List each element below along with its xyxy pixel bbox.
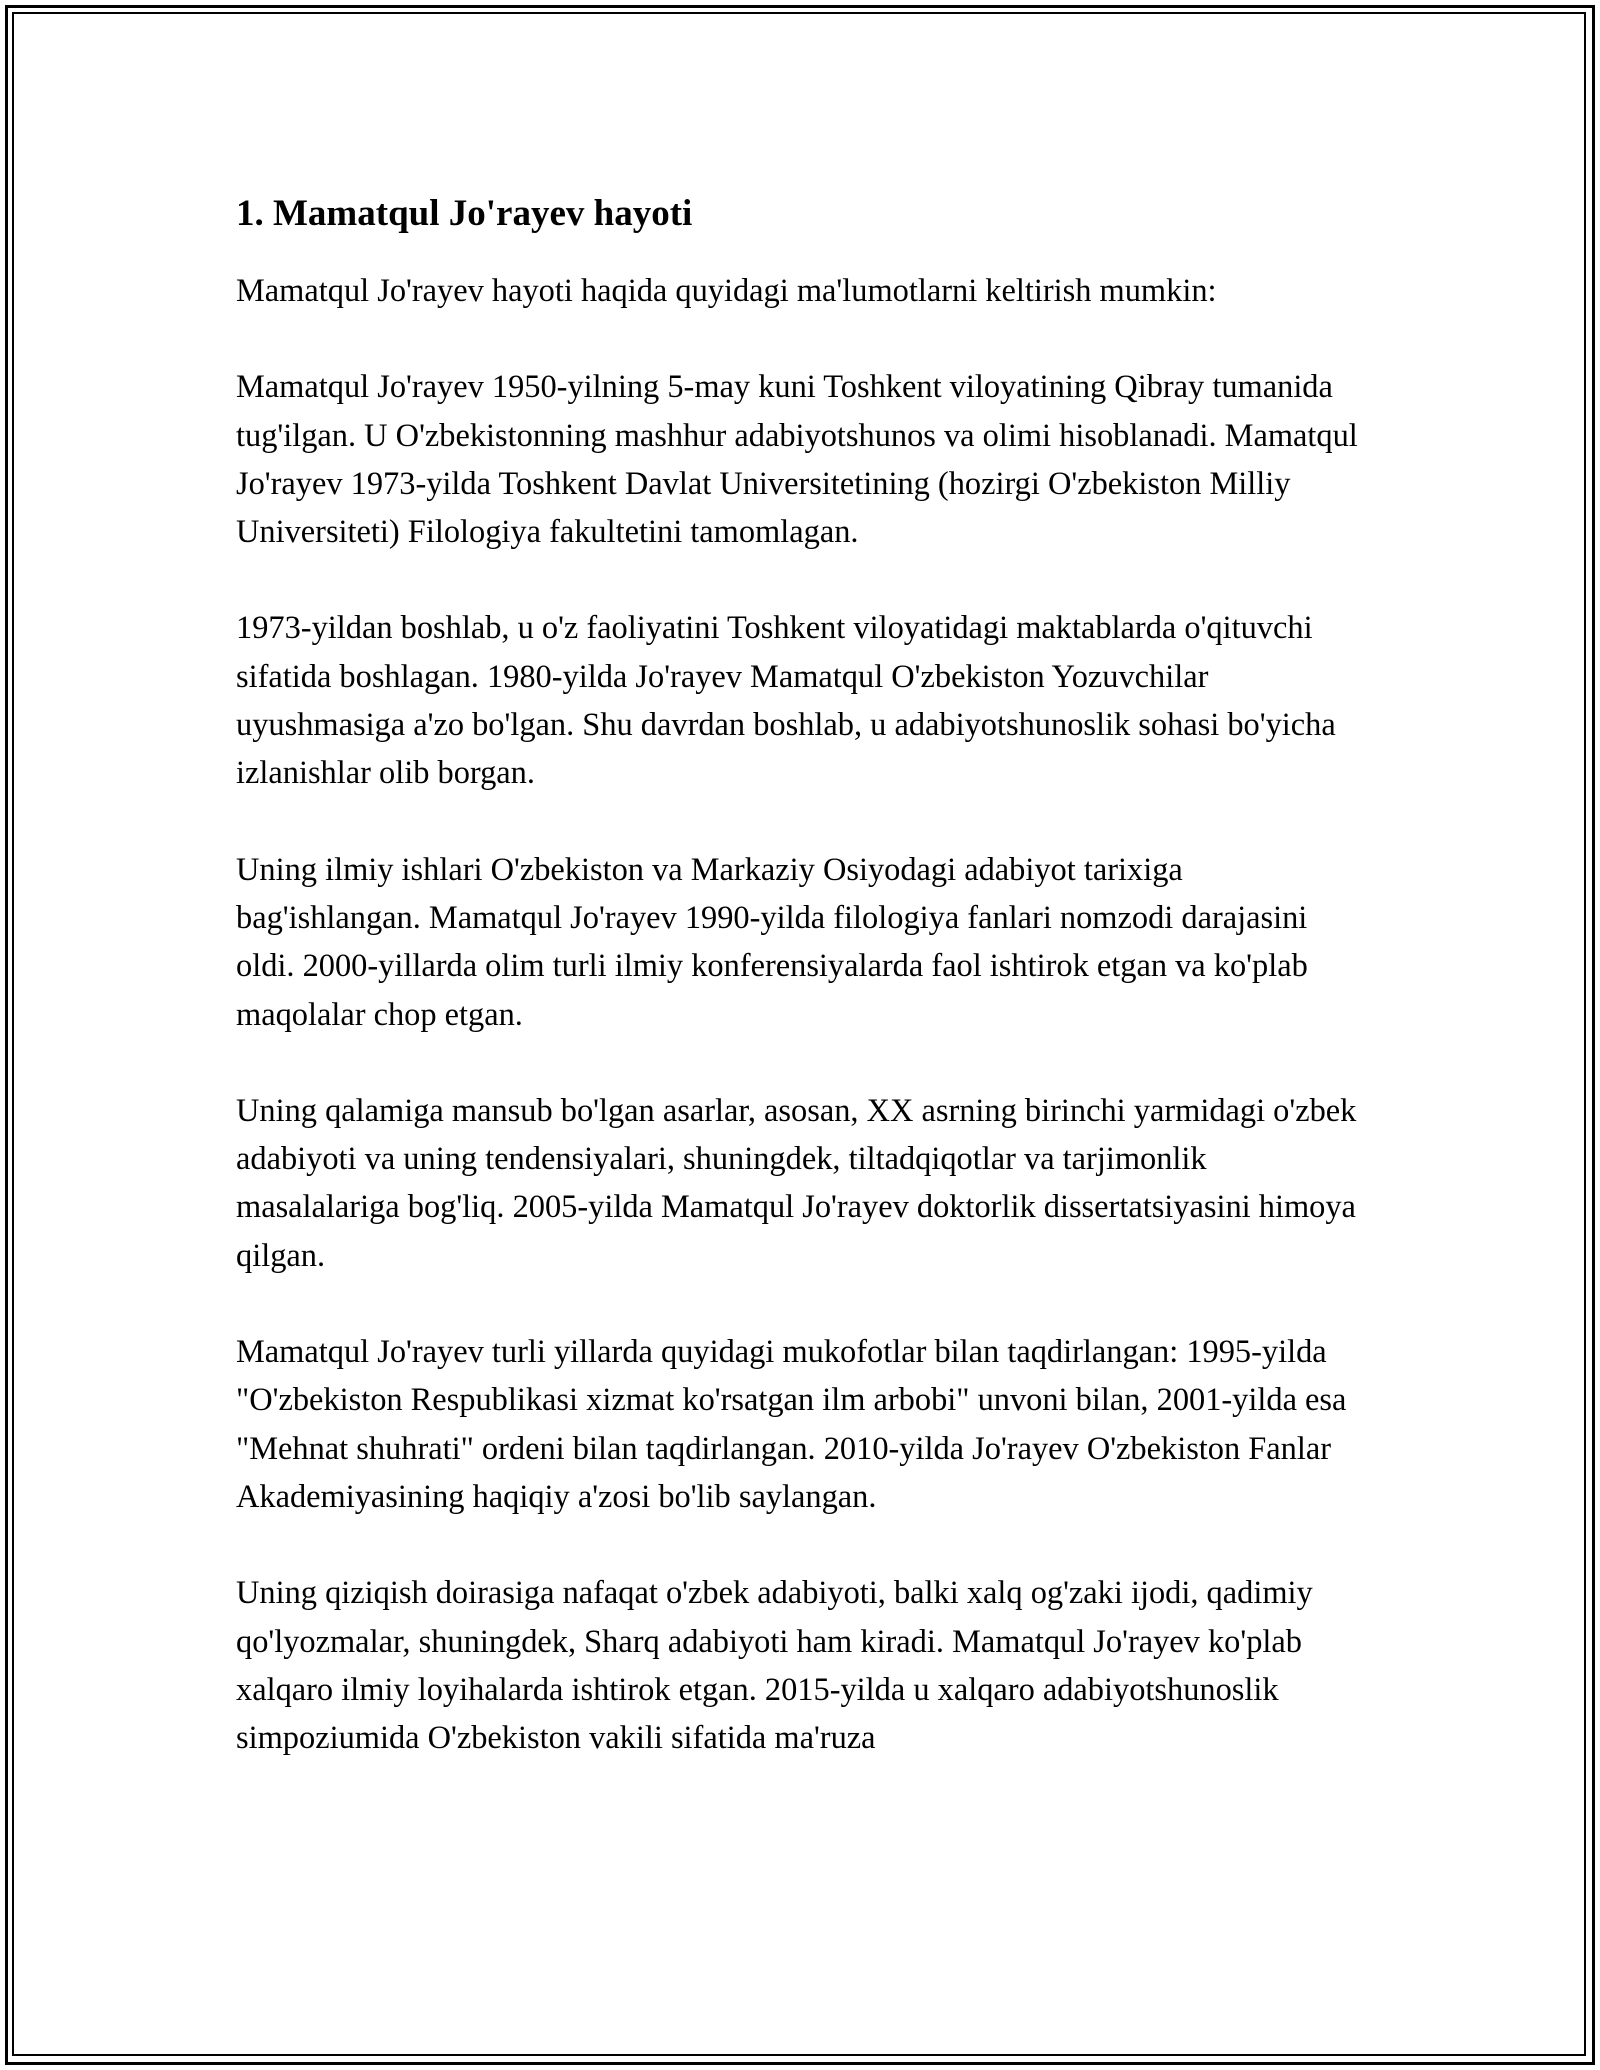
document-body: [236, 184, 1360, 1810]
paragraph-intro: Mamatqul Jo'rayev hayoti haqida quyidagi ma'lumotlarni keltirish mumkin:: [236, 273, 1217, 309]
paragraph-career-start: 1973-yildan boshlab, u o'z faoliyatini Toshkent viloyatidagi maktablarda o'qituvchi sifatida boshlagan. 1980-yilda Jo'rayev Mamatqul O'zbekiston Yozuvchilar uyushmasiga a'zo bo'lgan. Shu davrdan boshlab, u adabiyotshunoslik sohasi bo'yicha izlanishlar olib borgan.: [236, 610, 1336, 792]
paragraph-awards: Mamatqul Jo'rayev turli yillarda quyidagi mukofotlar bilan taqdirlangan: 1995-yilda "O'zbekiston Respublikasi xizmat ko'rsatgan ilm arbobi" unvoni bilan, 2001-yilda esa "Mehnat shuhrati" ordeni bilan taqdirlangan. 2010-yilda Jo'rayev O'zbekiston Fanlar Akademiyasining haqiqiy a'zosi bo'lib saylangan.: [236, 1334, 1347, 1515]
paragraph-birth-education: Mamatqul Jo'rayev 1950-yilning 5-may kuni Toshkent viloyatining Qibray tumanida tug'ilgan. U O'zbekistonning mashhur adabiyotshunos va olimi hisoblanadi. Mamatqul Jo'rayev 1973-yilda Toshkent Davlat Universitetining (hozirgi O'zbekiston Milliy Universiteti) Filologiya fakultetini tamomlagan.: [236, 369, 1358, 551]
paragraph-interests: Uning qiziqish doirasiga nafaqat o'zbek adabiyoti, balki xalq og'zaki ijodi, qadimiy qo'lyozmalar, shuningdek, Sharq adabiyoti ham kiradi. Mamatqul Jo'rayev ko'plab xalqaro ilmiy loyihalarda ishtirok etgan. 2015-yilda u xalqaro adabiyotshunoslik simpoziumida O'zbekiston vakili sifatida ma'ruza: [236, 1575, 1313, 1757]
paragraph-works: Uning qalamiga mansub bo'lgan asarlar, asosan, XX asrning birinchi yarmidagi o'zbek adabiyoti va uning tendensiyalari, shuningdek, tiltadqiqotlar va tarjimonlik masalalariga bog'liq. 2005-yilda Mamatqul Jo'rayev doktorlik dissertatsiyasini himoya qilgan.: [236, 1092, 1357, 1274]
section-heading: 1. Mamatqul Jo'rayev hayoti: [236, 193, 693, 234]
paragraph-scientific-work: Uning ilmiy ishlari O'zbekiston va Markaziy Osiyodagi adabiyot tarixiga bag'ishlangan. Mamatqul Jo'rayev 1990-yilda filologiya fanlari nomzodi darajasini oldi. 2000-yillarda olim turli ilmiy konferensiyalarda faol ishtirok etgan va ko'plab maqolalar chop etgan.: [236, 851, 1308, 1033]
